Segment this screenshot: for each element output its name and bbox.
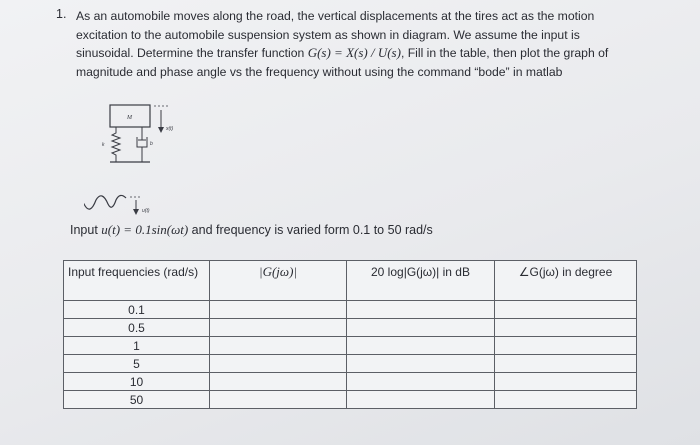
frequency-response-table [63,260,637,409]
table-row [64,337,637,355]
magnitude-db-cell[interactable] [347,337,495,355]
question-number: 1. [56,7,67,21]
magnitude-cell[interactable] [210,355,347,373]
question-text-part-b: , Fill in the table, then plot the graph of magnitude and phase angle vs the frequency without using the command “bode” in matlab [76,46,609,79]
input-prefix: Input [70,223,102,237]
phase-cell[interactable] [495,337,637,355]
output-arrow-head [158,127,164,133]
table-row [64,373,637,391]
input-arrow-head [133,209,139,215]
input-expression: u(t) = 0.1sin(ωt) [101,222,189,237]
header-input-frequencies: Input frequencies (rad/s) [64,261,210,301]
phase-cell[interactable] [495,355,637,373]
table-row [64,301,637,319]
output-label: x(t) [166,126,174,132]
frequency-cell: 5 [64,355,210,373]
spring-symbol [112,127,120,162]
frequency-cell: 10 [64,373,210,391]
table-row [64,355,637,373]
input-suffix: and frequency is varied form 0.1 to 50 rad/s [188,223,433,237]
magnitude-cell[interactable] [210,337,347,355]
transfer-function: G(s) = X(s) / U(s) [307,45,401,60]
magnitude-cell[interactable] [210,391,347,409]
frequency-cell: 1 [64,337,210,355]
phase-cell[interactable] [495,319,637,337]
magnitude-cell[interactable] [210,373,347,391]
road-profile [84,195,126,209]
input-label: u(t) [142,208,150,214]
frequency-cell: 0.1 [64,301,210,319]
question-text-part-a: As an automobile moves along the road, the vertical displacements at the tires act as the motion excitation to the automobile suspension system as shown in diagram. We assume the input is sinusoidal. Determine the transfer function [76,9,595,60]
magnitude-db-cell[interactable] [347,391,495,409]
magnitude-db-cell[interactable] [347,373,495,391]
magnitude-db-cell[interactable] [347,301,495,319]
magnitude-cell[interactable] [210,301,347,319]
suspension-diagram [84,100,194,220]
table-row [64,319,637,337]
input-description [70,222,433,238]
magnitude-db-cell[interactable] [347,319,495,337]
frequency-cell: 50 [64,391,210,409]
phase-cell[interactable] [495,373,637,391]
table-row [64,391,637,409]
phase-cell[interactable] [495,301,637,319]
header-magnitude: |G(jω)| [210,261,347,301]
phase-cell[interactable] [495,391,637,409]
magnitude-db-cell[interactable] [347,355,495,373]
question-text [76,7,624,81]
frequency-cell: 0.5 [64,319,210,337]
damper-label: b [150,141,153,147]
mass-label: M [127,115,132,121]
header-magnitude-db: 20 log|G(jω)| in dB [347,261,495,301]
header-phase-angle: ∠G(jω) in degree [495,261,637,301]
magnitude-cell[interactable] [210,319,347,337]
table-header-row [64,261,637,301]
spring-label: k [102,142,105,148]
